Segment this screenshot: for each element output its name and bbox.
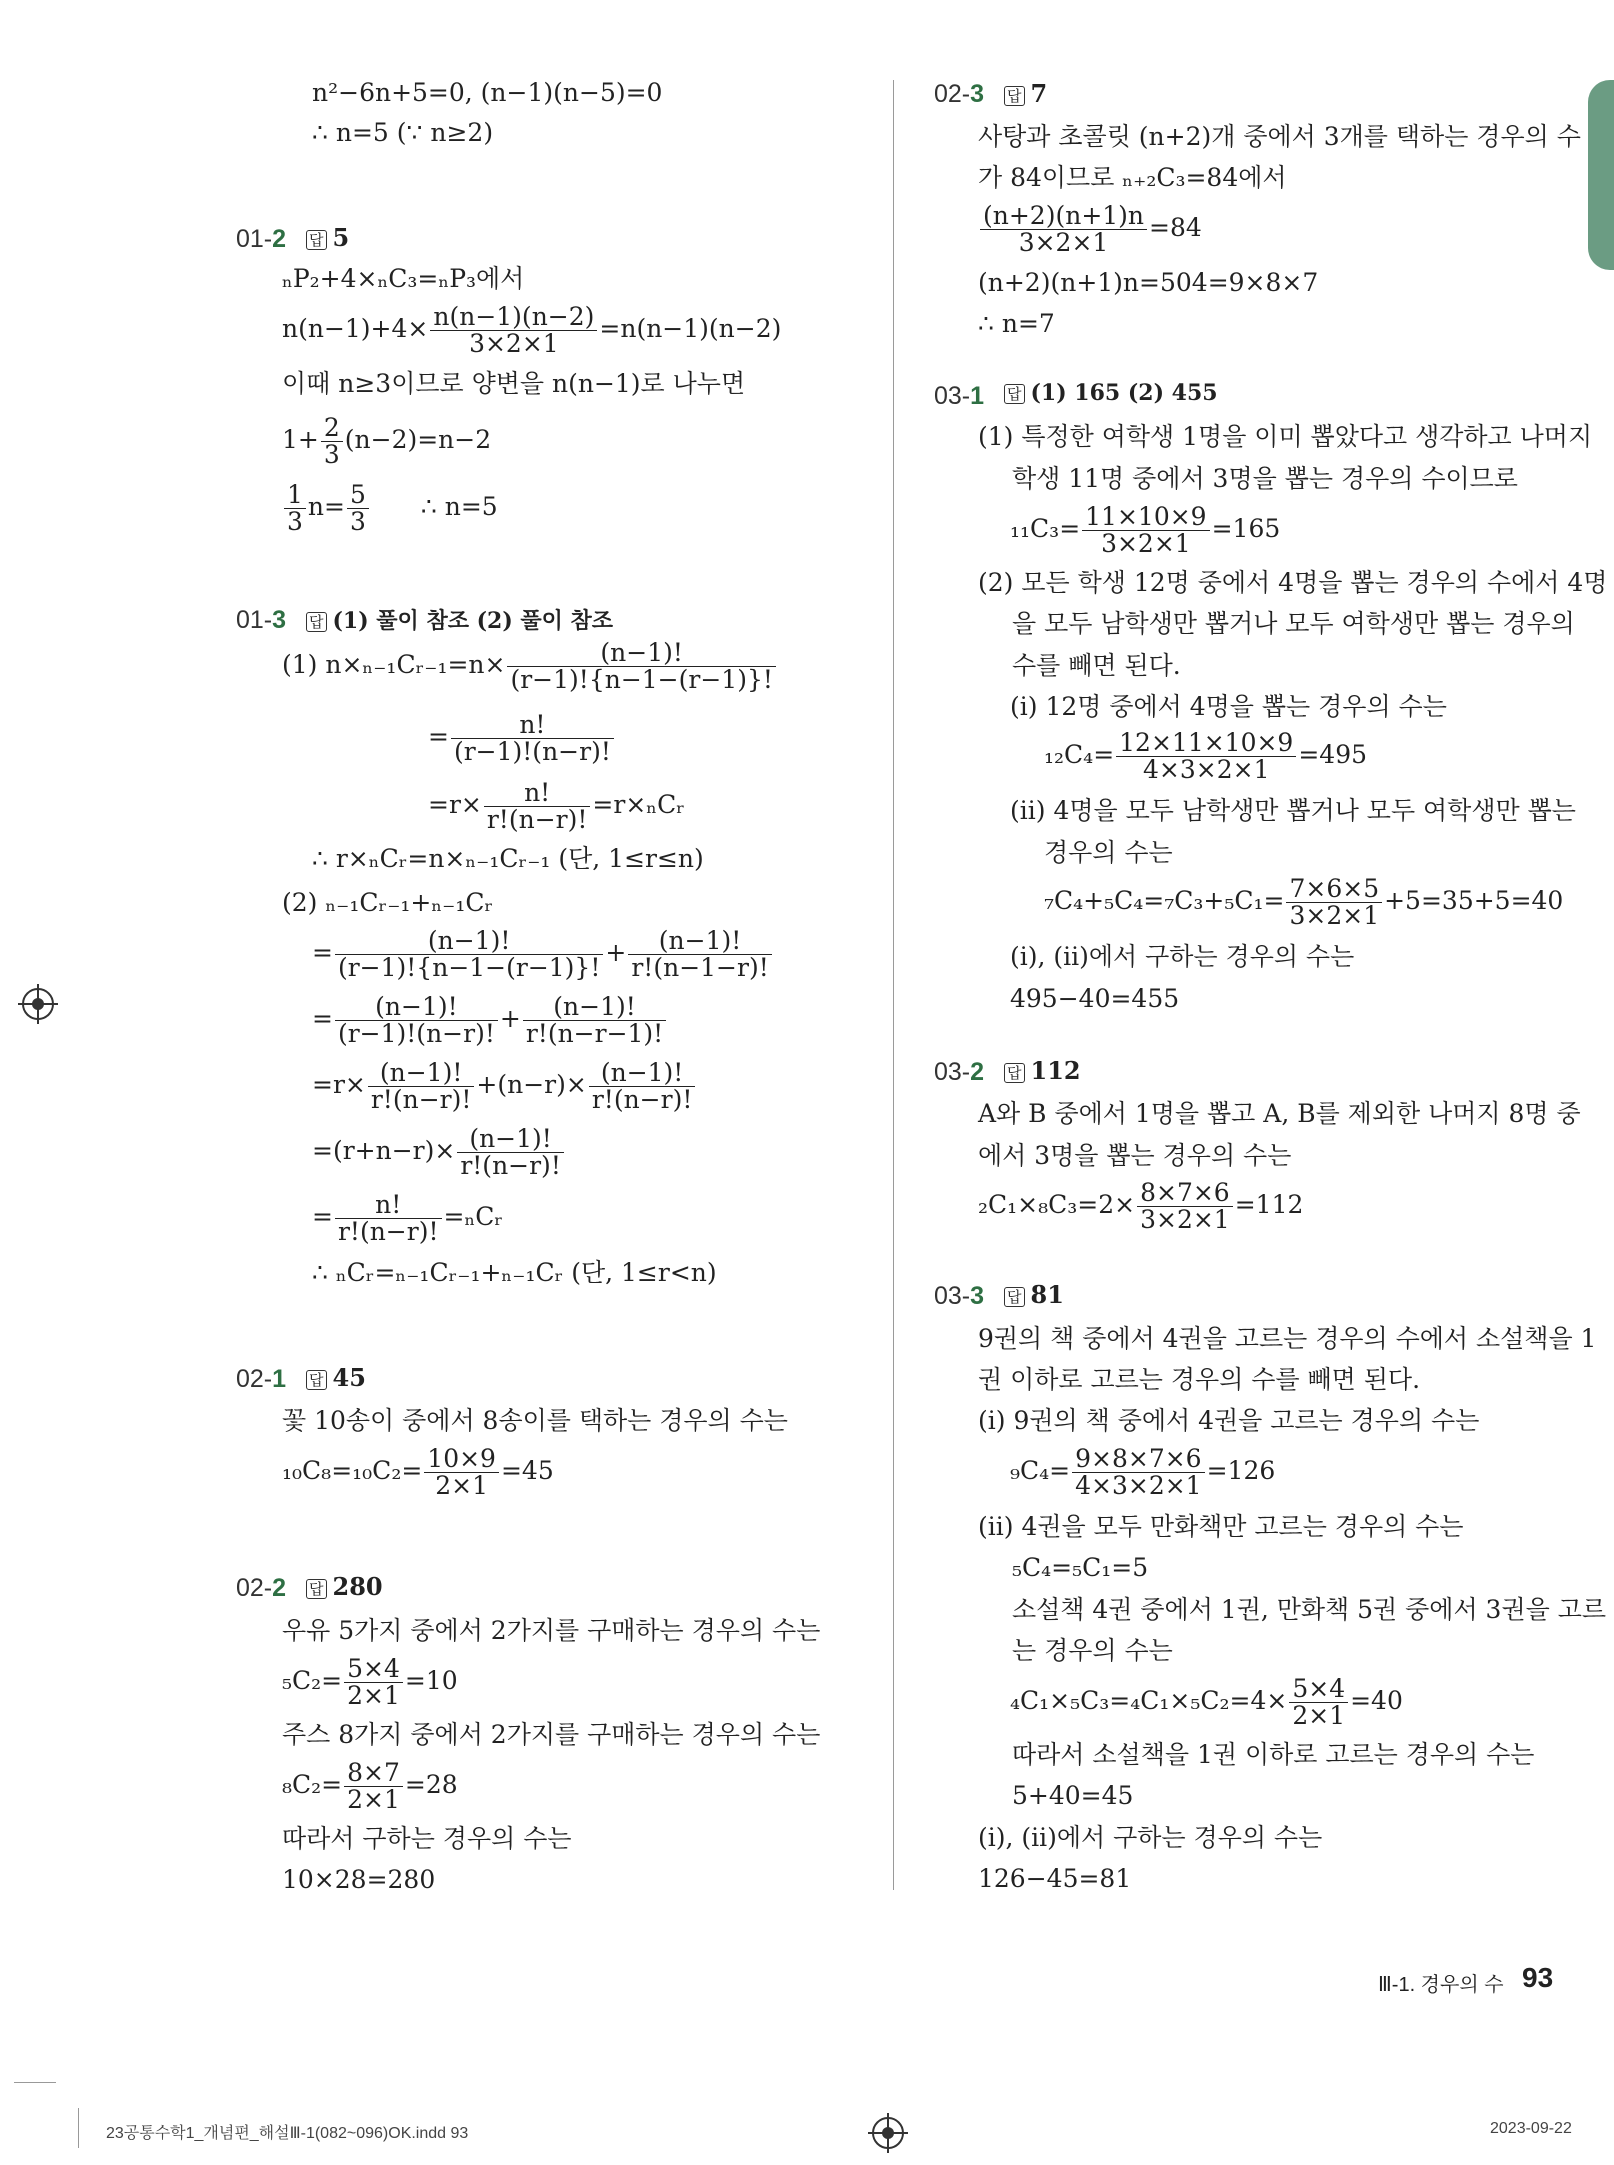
solution-line: $\frac{1}{3}$ n= $\frac{5}{3}$ ∴ n=5: [282, 482, 498, 535]
solution-line: ₇C₄+₅C₄=₇C₃+₅C₁= $\frac{7\times 6\times 5}{3\times 2\times 1}$ +5=35+5=40: [1044, 874, 1564, 930]
solution-line: =r× $\frac{n!}{r!(n-r)!}$ =r×ₙCᵣ: [428, 778, 685, 834]
print-footer-file: 23공통수학1_개념편_해설Ⅲ-1(082~096)OK.indd 93: [106, 2125, 469, 2142]
solution-line: (ⅱ) 4권을 모두 만화책만 고르는 경우의 수는: [978, 1512, 1464, 1541]
solution-line: =r× $\frac{(n-1)!}{r!(n-r)!}$ +(n−r)× $\frac{(n-1)!}{r!(n-r)!}$: [312, 1060, 697, 1113]
solution-line: = $\frac{(n-1)!}{(r-1)!(n-r)!}$ + $\frac{(n-1)!}{r!(n-r-1)!}$: [312, 994, 668, 1047]
solution-line: 권 이하로 고르는 경우의 수를 빼면 된다.: [978, 1365, 1421, 1394]
solution-line: ∴ r×ₙCᵣ=n×ₙ₋₁Cᵣ₋₁ (단, 1≤r≤n): [312, 844, 704, 873]
section-label: Ⅲ-1. 경우의 수: [1378, 1974, 1504, 1996]
solution-line: (ⅰ), (ⅱ)에서 구하는 경우의 수는: [1010, 942, 1355, 971]
answer-label: 답 5: [306, 223, 349, 252]
solution-line: = $\frac{n!}{(r-1)!(n-r)!}$: [428, 712, 616, 765]
problem-number: 03-2: [934, 1058, 985, 1086]
solution-line: = $\frac{n!}{r!(n-r)!}$ =ₙCᵣ: [312, 1190, 504, 1246]
problem-number: 01-2: [236, 225, 287, 253]
solution-line: 이때 n≥3이므로 양변을 n(n−1)로 나누면: [282, 369, 746, 398]
page-number: 93: [1522, 1962, 1554, 1993]
solution-line: (ⅰ) 12명 중에서 4명을 뽑는 경우의 수는: [1010, 692, 1447, 721]
solution-line: 수를 빼면 된다.: [1012, 651, 1181, 680]
answer-label: 답 7: [1004, 79, 1047, 108]
solution-line: = $\frac{(n-1)!}{(r-1)!\{n-1-(r-1)\}!}$ + $\frac{(n-1)!}{r!(n-1-r)!}$: [312, 928, 774, 981]
solution-line: 가 84이므로 ₙ₊₂C₃=84에서: [978, 163, 1287, 192]
solution-line: (ⅰ), (ⅱ)에서 구하는 경우의 수는: [978, 1823, 1323, 1852]
registration-mark-icon: [22, 988, 54, 1020]
equation-line: ∴ n=5 (∵ n≥2): [312, 118, 494, 147]
solution-line: (ⅰ) 9권의 책 중에서 4권을 고르는 경우의 수는: [978, 1406, 1480, 1435]
solution-line: 1+ $\frac{2}{3}$ (n−2)=n−2: [282, 413, 492, 469]
solution-line: 10×28=280: [282, 1865, 436, 1894]
answer-label: 답 81: [1004, 1280, 1064, 1309]
crop-mark: [78, 2108, 79, 2148]
crop-mark: [14, 2082, 56, 2083]
problem-number: 02-1: [236, 1365, 287, 1393]
solution-line: (1) 특정한 여학생 1명을 이미 뽑았다고 생각하고 나머지: [978, 422, 1593, 451]
solution-line: 495−40=455: [1010, 984, 1180, 1013]
solution-line: n(n−1)+4× $\frac{n(n-1)(n-2)}{3\times 2\times 1}$ =n(n−1)(n−2): [282, 302, 782, 358]
solution-line: 우유 5가지 중에서 2가지를 구매하는 경우의 수는: [282, 1616, 821, 1645]
solution-line: 는 경우의 수는: [1012, 1636, 1173, 1665]
problem-number: 02-3: [934, 80, 985, 108]
solution-line: (n+2)(n+1)n=504=9×8×7: [978, 268, 1319, 297]
solution-line: (1) n×ₙ₋₁Cᵣ₋₁=n× $\frac{(n-1)!}{(r-1)!\{n-1-(r-1)\}!}$: [282, 640, 778, 693]
solution-line: ₁₁C₃= $\frac{11\times 10\times 9}{3\times 2\times 1}$ =165: [1010, 502, 1281, 558]
solution-line: (2) ₙ₋₁Cᵣ₋₁+ₙ₋₁Cᵣ: [282, 888, 494, 917]
solution-line: ₉C₄= $\frac{9\times 8\times 7\times 6}{4\times 3\times 2\times 1}$ =126: [1010, 1444, 1276, 1500]
solution-line: ∴ n=7: [978, 309, 1055, 338]
problem-number: 03-1: [934, 382, 985, 410]
solution-line: 주스 8가지 중에서 2가지를 구매하는 경우의 수는: [282, 1720, 821, 1749]
solution-line: ₄C₁×₅C₃=₄C₁×₅C₂=4× $\frac{5\times 4}{2\times 1}$ =40: [1010, 1674, 1403, 1730]
solution-line: ₙP₂+4×ₙC₃=ₙP₃에서: [282, 264, 525, 293]
answer-label: 답 (1) 165 (2) 455: [1004, 380, 1218, 406]
solution-line: 학생 11명 중에서 3명을 뽑는 경우의 수이므로: [1012, 464, 1518, 493]
solution-line: 5+40=45: [1012, 1781, 1134, 1810]
answer-label: 답 280: [306, 1572, 383, 1601]
solution-line: 126−45=81: [978, 1864, 1132, 1893]
problem-number: 03-3: [934, 1282, 985, 1310]
solution-line: $\frac{(n+2)(n+1)n}{3\times 2\times 1}$ =84: [978, 203, 1202, 256]
solution-line: ₂C₁×₈C₃=2× $\frac{8\times 7\times 6}{3\times 2\times 1}$ =112: [978, 1178, 1304, 1234]
solution-line: 따라서 구하는 경우의 수는: [282, 1824, 572, 1853]
solution-line: 사탕과 초콜릿 (n+2)개 중에서 3개를 택하는 경우의 수: [978, 122, 1581, 151]
problem-number: 02-2: [236, 1574, 287, 1602]
chapter-tab: [1588, 80, 1614, 270]
solution-line: ₁₀C₈=₁₀C₂= $\frac{10\times 9}{2\times 1}$ =45: [282, 1444, 554, 1500]
solution-line: 에서 3명을 뽑는 경우의 수는: [978, 1141, 1292, 1170]
answer-label: 답 (1) 풀이 참조 (2) 풀이 참조: [306, 604, 613, 635]
equation-line: n²−6n+5=0, (n−1)(n−5)=0: [312, 78, 663, 107]
solution-line: ₁₂C₄= $\frac{12\times 11\times 10\times 9}{4\times 3\times 2\times 1}$ =495: [1044, 728, 1368, 784]
solution-line: 을 모두 남학생만 뽑거나 모두 여학생만 뽑는 경우의: [1012, 609, 1575, 638]
solution-line: ₅C₄=₅C₁=5: [1012, 1553, 1149, 1582]
answer-label: 답 45: [306, 1363, 366, 1392]
solution-line: ₅C₂= $\frac{5\times 4}{2\times 1}$ =10: [282, 1654, 458, 1710]
solution-line: (ⅱ) 4명을 모두 남학생만 뽑거나 모두 여학생만 뽑는: [1010, 796, 1576, 825]
solution-line: 따라서 소설책을 1권 이하로 고르는 경우의 수는: [1012, 1740, 1535, 1769]
solution-line: (2) 모든 학생 12명 중에서 4명을 뽑는 경우의 수에서 4명: [978, 568, 1608, 597]
print-footer-date: 2023-09-22: [1490, 2120, 1572, 2137]
solution-line: ∴ ₙCᵣ=ₙ₋₁Cᵣ₋₁+ₙ₋₁Cᵣ (단, 1≤r<n): [312, 1258, 717, 1287]
solution-line: ₈C₂= $\frac{8\times 7}{2\times 1}$ =28: [282, 1758, 458, 1814]
solution-line: =(r+n−r)× $\frac{(n-1)!}{r!(n-r)!}$: [312, 1126, 566, 1179]
solution-line: 꽃 10송이 중에서 8송이를 택하는 경우의 수는: [282, 1406, 788, 1435]
solution-line: 소설책 4권 중에서 1권, 만화책 5권 중에서 3권을 고르: [1012, 1595, 1606, 1624]
solution-line: 경우의 수는: [1044, 838, 1173, 867]
solution-line: A와 B 중에서 1명을 뽑고 A, B를 제외한 나머지 8명 중: [978, 1099, 1581, 1128]
solution-line: 9권의 책 중에서 4권을 고르는 경우의 수에서 소설책을 1: [978, 1324, 1597, 1353]
registration-mark-icon: [872, 2117, 904, 2149]
answer-label: 답 112: [1004, 1056, 1081, 1085]
problem-number: 01-3: [236, 606, 287, 634]
column-divider: [893, 80, 894, 1890]
